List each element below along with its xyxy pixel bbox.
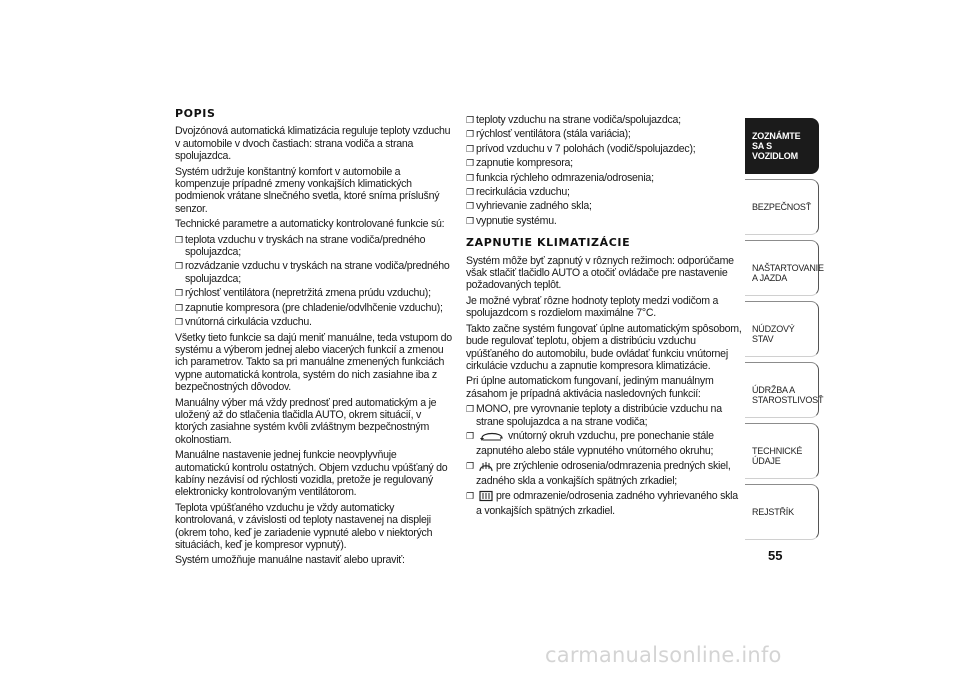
checkbox-bullet-icon: ❐ <box>466 430 474 441</box>
list-item-text: vnútorný okruh vzduchu, pre ponechanie stále zapnutého alebo stále vypnutého vnútorného okruhu; <box>476 429 714 458</box>
tab-nastartovanie-a-jazda[interactable]: NAŠTARTOVANIE A JAZDA <box>745 240 819 296</box>
bullet-list-manual-functions <box>466 403 746 517</box>
list-item-text: recirkulácia vzduchu; <box>476 186 570 199</box>
paragraph: Manuálny výber má vždy prednosť pred automatickým a je uložený až do stlačenia tlačidla AUTO, okrem situácií, v ktorých zasiahne systém kvôli zvláštnym bezpečnostným okolnostiam. <box>175 396 437 446</box>
list-item-text: vyhrievanie zadného skla; <box>476 200 592 213</box>
checkbox-bullet-icon: ❐ <box>175 302 183 313</box>
list-item <box>466 430 746 458</box>
checkbox-bullet-icon: ❐ <box>175 317 183 328</box>
list-item-text: zapnutie kompresora; <box>476 157 573 170</box>
list-item-text: rýchlosť ventilátora (nepretržitá zmena prúdu vzduchu); <box>185 287 431 300</box>
list-item-text: rýchlosť ventilátora (stála variácia); <box>476 128 631 141</box>
watermark: carmanualsonline.info <box>545 643 782 667</box>
list-item <box>466 200 746 212</box>
checkbox-bullet-icon: ❐ <box>466 115 474 125</box>
checkbox-bullet-icon: ❐ <box>175 261 183 272</box>
tab-nudzovy-stav[interactable]: NÚDZOVÝ STAV <box>745 301 819 357</box>
paragraph: Všetky tieto funkcie sa dajú meniť manuálne, teda vstupom do systému a výberom jednej alebo viacerých funkcií a zmenou ich parametrov. Takto sa pri manuálne zmenených funkciách vypne automatická kontrola, systém do nich zasiahne iba z bezpečnostných dôvodov. <box>175 331 452 394</box>
checkbox-bullet-icon: ❐ <box>466 187 474 198</box>
list-item <box>466 143 746 155</box>
list-item-text: prívod vzduchu v 7 polohách (vodič/spolujazdec); <box>476 142 696 155</box>
list-item <box>466 186 746 198</box>
checkbox-bullet-icon: ❐ <box>466 158 474 169</box>
list-item-text: pre odmrazenie/odrosenia zadného vyhrievaného skla a vonkajších spätných zrkadiel. <box>476 489 738 517</box>
list-item <box>175 234 453 259</box>
recirculation-icon <box>479 430 505 445</box>
paragraph: Dvojzónová automatická klimatizácia reguluje teploty vzduchu v automobile v dvoch častiach: strana vodiča a strana spolujazdca. <box>175 125 451 163</box>
tab-rejstrik[interactable]: REJSTŘÍK <box>745 484 819 540</box>
checkbox-bullet-icon: ❐ <box>466 490 474 501</box>
page-number: 55 <box>768 548 783 563</box>
list-item-text: funkcia rýchleho odmrazenia/odrosenia; <box>476 171 654 184</box>
list-item-text: teploty vzduchu na strane vodiča/spolujazdca; <box>476 114 681 126</box>
bullet-list-manual-settings <box>466 114 746 227</box>
tab-technicke-udaje[interactable]: TECHNICKÉ ÚDAJE <box>745 423 819 479</box>
list-item <box>466 460 746 488</box>
checkbox-bullet-icon: ❐ <box>466 143 474 154</box>
paragraph: Systém môže byť zapnutý v rôznych režimoch: odporúčame však stlačiť tlačidlo AUTO a otočiť ovládače pre nastavenie požadovaných teplôt. <box>466 254 734 292</box>
list-item-text: teplota vzduchu v tryskách na strane vodiča/predného spolujazdca; <box>185 233 426 259</box>
paragraph: Systém umožňuje manuálne nastaviť alebo upraviť: <box>175 554 405 567</box>
paragraph: Manuálne nastavenie jednej funkcie neovplyvňuje automatickú kontrolu ostatných. Objem vzduchu vpúšťaný do kabíny nezávisí od rýchlosti vozidla, pretože je regulovaný elektronicky kontrolovaným ventilátorom. <box>175 449 448 499</box>
paragraph: Pri úplne automatickom fungovaní, jediným manuálnym zásahom je prípadná aktivácia nasledovných funkcií: <box>466 375 714 400</box>
list-item-text: zapnutie kompresora (pre chladenie/odvlhčenie vzduchu); <box>185 301 443 314</box>
list-item <box>466 114 746 126</box>
checkbox-bullet-icon: ❐ <box>466 129 474 140</box>
section-heading-zapnutie: ZAPNUTIE KLIMATIZÁCIE <box>466 236 631 250</box>
list-item-text: vypnutie systému. <box>476 214 557 227</box>
tab-zoznamte-sa-s-vozidlom[interactable]: ZOZNÁMTE SA S VOZIDLOM <box>745 118 819 174</box>
list-item <box>466 157 746 169</box>
checkbox-bullet-icon: ❐ <box>175 234 183 245</box>
checkbox-bullet-icon: ❐ <box>466 201 474 212</box>
section-heading-popis: POPIS <box>175 107 216 120</box>
bullet-list-automatic-functions <box>175 234 453 329</box>
list-item-text: pre zrýchlenie odrosenia/odmrazenia predných skiel, zadného skla a vonkajších spätných zrkadiel; <box>476 459 731 488</box>
list-item <box>466 128 746 140</box>
tab-bezpecnost[interactable]: BEZPEČNOSŤ <box>745 179 819 235</box>
checkbox-bullet-icon: ❐ <box>466 460 474 471</box>
rear-defrost-icon <box>479 490 493 505</box>
paragraph: Takto začne systém fungovať úplne automatickým spôsobom, bude regulovať teplotu, objem a distribúciu vzduchu vpúšťaného do automobilu, bude ovládať funkciu vnútornej cirkulácie vzduchu a zapnutie kompresora klimatizácie. <box>466 322 742 372</box>
paragraph: Systém udržuje konštantný komfort v automobile a kompenzuje prípadné zmeny vonkajších klimatických podmienok vrátane slnečného svetla, ktoré sníma príslušný senzor. <box>175 165 440 215</box>
paragraph: Technické parametre a automaticky kontrolované funkcie sú: <box>175 218 445 231</box>
front-defrost-icon <box>479 460 493 475</box>
list-item-text: vnútorná cirkulácia vzduchu. <box>185 316 312 329</box>
list-item <box>466 490 746 518</box>
chapter-tabs <box>745 118 824 545</box>
checkbox-bullet-icon: ❐ <box>175 288 183 299</box>
right-column <box>466 114 746 520</box>
list-item <box>466 172 746 184</box>
list-item <box>175 287 453 299</box>
left-column <box>175 108 453 570</box>
tab-udrzba-a-starostlivost[interactable]: ÚDRŽBA A STAROSTLIVOSŤ <box>745 362 819 418</box>
list-item <box>466 215 746 227</box>
list-item <box>175 316 453 328</box>
list-item-text: MONO, pre vyrovnanie teploty a distribúcie vzduchu na strane spolujazdca a na strane vodiča; <box>476 403 722 428</box>
list-item-text: rozvádzanie vzduchu v tryskách na strane vodiča/predného spolujazdca; <box>185 260 450 285</box>
checkbox-bullet-icon: ❐ <box>466 172 474 183</box>
list-item <box>175 260 453 285</box>
paragraph: Teplota vpúšťaného vzduchu je vždy automaticky kontrolovaná, v závislosti od teploty nastavenej na displeji (okrem toho, keď je zariadenie vypnuté alebo v niektorých situáciách, keď je kompresor vypnutý). <box>175 501 433 551</box>
paragraph: Je možné vybrať rôzne hodnoty teploty medzi vodičom a spolujazdcom s rozdielom maximálne 7°C. <box>466 294 719 320</box>
checkbox-bullet-icon: ❐ <box>466 404 474 415</box>
checkbox-bullet-icon: ❐ <box>466 215 474 226</box>
list-item <box>466 403 746 428</box>
list-item <box>175 302 453 314</box>
